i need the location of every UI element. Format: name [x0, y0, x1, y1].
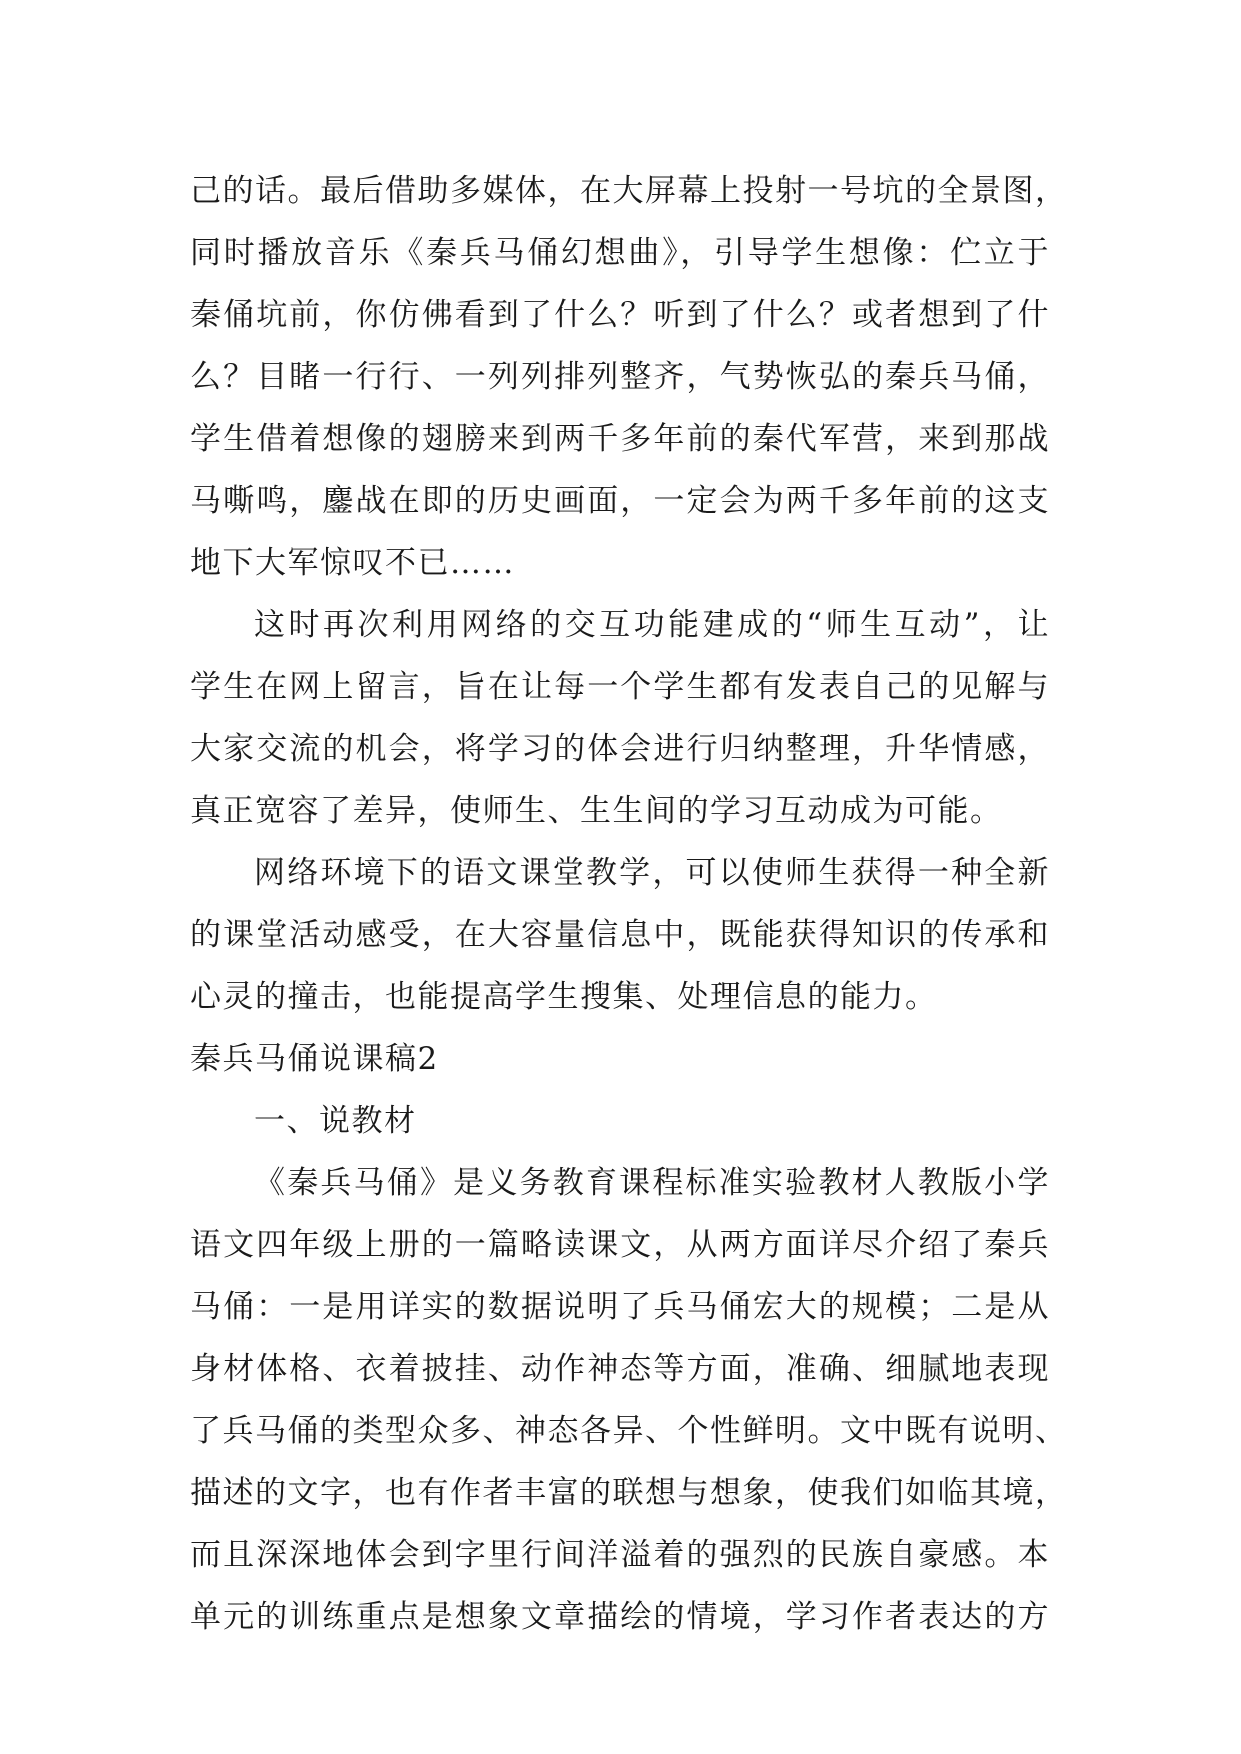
text-line: 心灵的撞击，也能提高学生搜集、处理信息的能力。: [190, 979, 938, 1015]
text-line: 《秦兵马俑》是义务教育课程标准实验教材人教版小学: [254, 1165, 1050, 1201]
text-line: 大家交流的机会，将学习的体会进行归纳整理，升华情感，: [190, 731, 1050, 767]
text-line: 学生在网上留言，旨在让每一个学生都有发表自己的见解与: [190, 669, 1050, 705]
subsection-heading: 一、说教材: [254, 1103, 417, 1139]
text-line: 马嘶鸣，鏖战在即的历史画面，一定会为两千多年前的这支: [190, 483, 1050, 519]
text-line: 单元的训练重点是想象文章描绘的情境，学习作者表达的方: [190, 1599, 1050, 1635]
text-line: 这时再次利用网络的交互功能建成的“师生互动”，让: [254, 607, 1050, 643]
text-line: 地下大军惊叹不已……: [190, 545, 515, 581]
section-heading: 秦兵马俑说课稿2: [190, 1041, 439, 1077]
text-line: 了兵马俑的类型众多、神态各异、个性鲜明。文中既有说明、: [190, 1413, 1068, 1449]
text-line: 秦俑坑前，你仿佛看到了什么？听到了什么？或者想到了什: [190, 297, 1050, 333]
text-line: 的课堂活动感受，在大容量信息中，既能获得知识的传承和: [190, 917, 1050, 953]
text-line: 么？目睹一行行、一列列排列整齐，气势恢弘的秦兵马俑，: [190, 359, 1050, 395]
text-line: 语文四年级上册的一篇略读课文，从两方面详尽介绍了秦兵: [190, 1227, 1050, 1263]
text-line: 网络环境下的语文课堂教学，可以使师生获得一种全新: [254, 855, 1050, 891]
text-line: 马俑：一是用详实的数据说明了兵马俑宏大的规模；二是从: [190, 1289, 1050, 1325]
text-line: 身材体格、衣着披挂、动作神态等方面，准确、细腻地表现: [190, 1351, 1050, 1387]
text-line: 学生借着想像的翅膀来到两千多年前的秦代军营，来到那战: [190, 421, 1050, 457]
text-line: 描述的文字，也有作者丰富的联想与想象，使我们如临其境，: [190, 1475, 1068, 1511]
text-line: 己的话。最后借助多媒体，在大屏幕上投射一号坑的全景图，: [190, 173, 1068, 209]
document-body: [190, 160, 1068, 1648]
text-line: 真正宽容了差异，使师生、生生间的学习互动成为可能。: [190, 793, 1003, 829]
text-line: 而且深深地体会到字里行间洋溢着的强烈的民族自豪感。本: [190, 1537, 1050, 1573]
text-line: 同时播放音乐《秦兵马俑幻想曲》，引导学生想像：伫立于: [190, 235, 1050, 271]
